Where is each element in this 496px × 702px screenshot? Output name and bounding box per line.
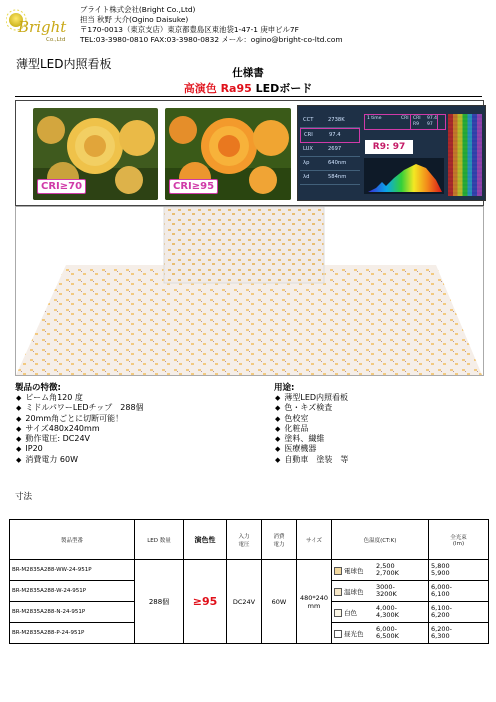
lumen-cell: 5,800 5,900	[429, 560, 489, 581]
color-swatch	[334, 630, 342, 638]
cct-value: 6,000- 6,500K	[376, 624, 399, 640]
list-item: ◆ ミドルパワーLEDチップ 288個	[16, 403, 144, 413]
cct-value: 3000- 3200K	[376, 582, 397, 598]
company-phone: TEL:03-3980-0810 FAX:03-3980-0832 メール：ogino@bright-co-ltd.com	[80, 35, 343, 44]
subtitle-highlight: 高演色 Ra95	[183, 82, 252, 95]
table-row	[10, 560, 489, 581]
color-name: 電球色	[344, 566, 364, 575]
list-item: ◆ 自動車 塗装 等	[275, 454, 349, 464]
cri95-badge: CRI≥95	[169, 179, 218, 194]
company-address: 〒170-0013（東京支店）東京都豊島区東池袋1-47-1 庚申ビル7F	[80, 25, 299, 34]
meter-row-lux: LUX 2697	[300, 143, 360, 157]
rose-photo-cri95	[165, 108, 291, 200]
meter-row-peak: λp 640nm	[300, 157, 360, 171]
features-heading: 製品の特徴:	[15, 383, 61, 393]
cri-bars	[448, 114, 482, 196]
spectrum-graph	[364, 158, 444, 194]
voltage-cell: DC24V	[227, 560, 262, 644]
title-rule	[15, 96, 482, 97]
list-item: ◆ サイズ480x240mm	[16, 423, 100, 433]
subtitle-rest: LEDボード	[251, 82, 313, 95]
uses-heading: 用途:	[274, 383, 295, 393]
list-item: ◆ 薄型LED内照看板	[275, 393, 349, 402]
cri-cell: ≥95	[184, 560, 227, 644]
color-swatch	[334, 567, 342, 575]
list-item: ◆ 塗料、繊維	[275, 434, 325, 444]
size-cell: 480*240 mm	[297, 560, 332, 644]
color-name: 温球色	[344, 587, 364, 596]
dimensions-label: 寸法	[15, 492, 33, 502]
list-item: ◆ IP20	[16, 444, 43, 454]
color-swatch	[334, 588, 342, 596]
list-item: ◆ ビーム角120 度	[16, 393, 83, 402]
logo-text: Bright	[18, 18, 67, 36]
spec-table	[9, 519, 489, 644]
header-cct: 色温度(CT:K)	[332, 520, 429, 560]
r9-value-box: R9: 97	[365, 140, 413, 154]
meter-row-cct: CCT 2738K	[300, 114, 360, 128]
header-cri: 演色性	[184, 520, 227, 560]
color-name: 白色	[344, 608, 357, 617]
spectrometer-screen	[297, 105, 486, 201]
logo-sub: Co.,Ltd	[46, 37, 66, 43]
lumen-cell: 6,000- 6,100	[429, 581, 489, 602]
features-list	[16, 393, 144, 465]
lumen-cell: 6,200- 6,300	[429, 623, 489, 644]
cct-cell	[332, 581, 429, 602]
led-count-cell: 288個	[135, 560, 184, 644]
uses-list	[275, 393, 348, 465]
meter-readings	[300, 114, 360, 185]
model-cell: BR-M2835A288-N-24-951P	[10, 602, 135, 623]
list-item: ◆ 化粧品	[275, 423, 309, 433]
rose-photo-cri70	[33, 108, 158, 200]
led-panel-photo	[15, 206, 484, 376]
cct-value: 2,500 2,700K	[376, 561, 399, 577]
list-item: ◆ 動作電圧: DC24V	[16, 434, 91, 444]
cct-cell	[332, 560, 429, 581]
company-name: ブライト株式会社(Bright Co.,Ltd)	[80, 5, 196, 14]
cct-cell	[332, 602, 429, 623]
spec-title: 仕様書	[232, 67, 264, 79]
company-logo	[6, 6, 74, 46]
contact-person: 担当 秋野 大介(Ogino Daisuke)	[80, 15, 189, 24]
list-item: ◆ 色校室	[275, 413, 309, 423]
power-cell: 60W	[262, 560, 297, 644]
header-size: サイズ	[297, 520, 332, 560]
color-name: 昼光色	[344, 629, 364, 638]
meter-mode-box: 1 time CRI	[364, 114, 438, 130]
list-item: ◆ 20mm角ごとに切断可能！	[16, 413, 124, 423]
header-model: 製品型番	[10, 520, 135, 560]
cri70-badge: CRI≥70	[37, 179, 86, 194]
model-cell: BR-M2835A288-W-24-951P	[10, 581, 135, 602]
meter-row-cri: CRI 97.4	[300, 128, 360, 143]
meter-ra-box: CRI 97.4 R9 97	[410, 114, 446, 130]
meter-row-dominant: λd 584nm	[300, 171, 360, 185]
model-cell: BR-M2835A288-P-24-951P	[10, 623, 135, 644]
color-swatch	[334, 609, 342, 617]
header-power: 消費 電力	[262, 520, 297, 560]
cct-cell	[332, 623, 429, 644]
list-item: ◆ 色・キズ検査	[275, 403, 333, 413]
list-item: ◆ 医療機器	[275, 444, 317, 454]
table-header-row	[10, 520, 489, 560]
document-title: 薄型LED内照看板	[16, 57, 112, 71]
header-led-count: LED 数量	[135, 520, 184, 560]
product-subtitle	[0, 80, 496, 96]
header-voltage: 入力 電圧	[227, 520, 262, 560]
model-cell: BR-M2835A288-WW-24-951P	[10, 560, 135, 581]
lumen-cell: 6,100- 6,200	[429, 602, 489, 623]
header-lumen: 全光束 (lm)	[429, 520, 489, 560]
cct-value: 4,000- 4,300K	[376, 603, 399, 619]
list-item: ◆ 消費電力 60W	[16, 454, 79, 464]
